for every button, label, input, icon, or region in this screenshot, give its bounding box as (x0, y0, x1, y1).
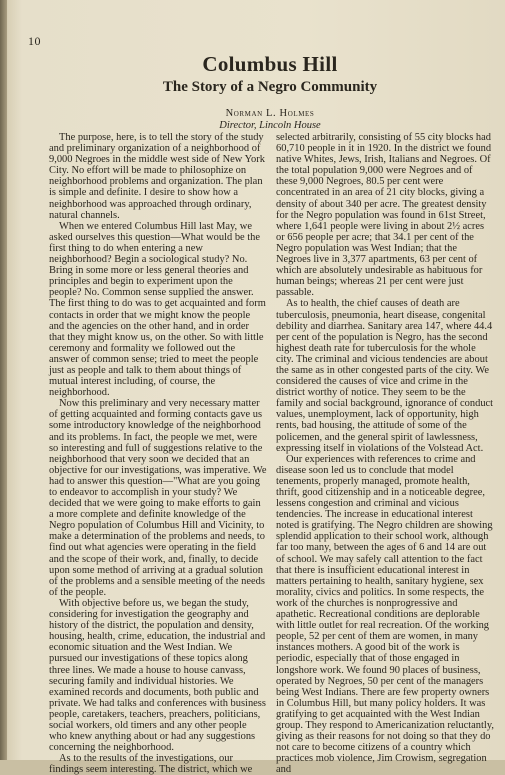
paragraph: With objective before us, we began the study, considering for investigation the geography and history of the district, the population and density, housing, health, crime, education, the industrial and economic situation and the West Indian. We pursued our investigations of these topics along three lines. We made a house to house canvass, securing family and individual histories. We examined records and documents, both public and private. We had talks and conferences with business people, caretakers, teachers, preachers, politicians, social workers, old timers and any other people who knew anything about or had any suggestions concerning the neighborhood. (49, 597, 266, 754)
paragraph: When we entered Columbus Hill last May, we asked ourselves this question—What would be the first thing to do when entering a new neighborhood? Begin a sociological study? No. Bring in some more or less general theories and principles and begin to experiment upon the people? No. Common sense supplied the answer. The first thing to do was to get acquainted and form contacts in order that we might know the people and the agencies on the other hand, and in order that they might know us, on the other. So with little ceremony and formality we followed out the answer of common sense; tried to meet the people just as people and talk to them about things of mutual interest including, of course, the neighborhood. (49, 220, 266, 399)
page-number: 10 (28, 34, 41, 48)
paragraph: As to health, the chief causes of death are tuberculosis, pneumonia, heart disease, congenital debility and diarrhea. Sanitary area 147, where 44.4 per cent of the population is Negro, has the second highest death rate for tuberculosis for the whole city. The criminal and vicious tendencies are about the same as in other congested parts of the city. We considered the causes of vice and crime in the district worthy of notice. They seem to be the family and social background, ignorance of conduct values, unemployment, lack of opportunity, high rents, bad housing, the attitude of some of the policemen, and the general spirit of lawlessness, expressing itself in violations of the Volstead Act. (276, 298, 494, 454)
paragraph: Now this preliminary and very necessary matter of getting acquainted and forming contacts gave us some introductory knowledge of the neighborhood and its problems. In fact, the people we met, were so interesting and full of suggestions relative to the neighborhood that very soon we decided that an objective for our investigations, was imperative. We had to answer this question—"What are you going to endeavor to accomplish in your study? We decided that we were going to make efforts to gain a more complete and definite knowledge of the Negro population of Columbus Hill and Vicinity, to make a determination of the problems and needs, to find out what agencies were operating in the field and the scope of their work, and, finally, to decide upon some method of arriving at a gradual solution of the problems and a sensible meeting of the needs of the people. (49, 398, 267, 598)
paragraph: Our experiences with references to crime and disease soon led us to conclude that model tenements, properly managed, promote health, thrift, good citizenship and in a noticeable degree, lessens congestion and criminal and vicious tendencies. The increase in educational interest noted is gratifying. The Negro children are showing splendid application to their school work, although far too many, between the ages of 6 and 14 are out of school. We may safely call attention to the fact that there is insufficient educational interest in matters pertaining to health, sanitary hygiene, sex morality, civics and politics. In some respects, the work of the churches is nonprogressive and apathetic. Recreational conditions are deplorable with little outlet for real recreation. Of the working people, 52 per cent of them are women, in many instances mothers. A good bit of the work is periodic, especially that of those engaged in longshore work. We found 90 places of business, operated by Negroes, 50 per cent of the managers being West Indians. There are few property owners in Columbus Hill, but many policy holders. It was gratifying to get acquainted with the West Indian group. They respond to Americanization reluctantly, giving as their reasons for not doing so that they do not care to become citizens of a country which practices mob violence, Jim Crowism, segregation and (276, 453, 494, 775)
right-column (276, 132, 494, 775)
page-binding-edge (0, 0, 7, 760)
article-header (40, 52, 500, 131)
article-subtitle: The Story of a Negro Community (162, 79, 378, 95)
paragraph: selected arbitrarily, consisting of 55 city blocks had 60,710 people in it in 1920. In the district we found native Whites, Jews, Irish, Italians and Negroes. Of the total population 9,000 were Negroes and of these 9,000 Negroes, 80.5 per cent were concentrated in an area of 21 city blocks, giving a density of about 340 per acre. The greatest density for the Negro population was found in 61st Street, where 1,641 people were living in about 2½ acres or 656 people per acre; that 34.1 per cent of the Negro population was West Indian; that the Negroes live in 3,377 apartments, 63 per cent of which are absolutely undesirable as habituous for human beings; whereas 21 per cent were just passable. (276, 132, 492, 299)
author-name: Norman L. Holmes (225, 108, 315, 119)
left-column (49, 132, 267, 775)
paragraph: The purpose, here, is to tell the story of the study and preliminary organization of a neighborhood of 9,000 Negroes in the middle west side of New York City. No effort will be made to philosophize on neighborhood problems and organization. The plan is simple and definite. I desire to show how a neighborhood was approached through ordinary, natural channels. (49, 132, 265, 221)
article-title: Columbus Hill (202, 52, 338, 76)
paragraph: As to the results of the investigations, our findings seem interesting. The district, which we (49, 753, 253, 775)
author-role: Director, Lincoln House (219, 120, 321, 131)
